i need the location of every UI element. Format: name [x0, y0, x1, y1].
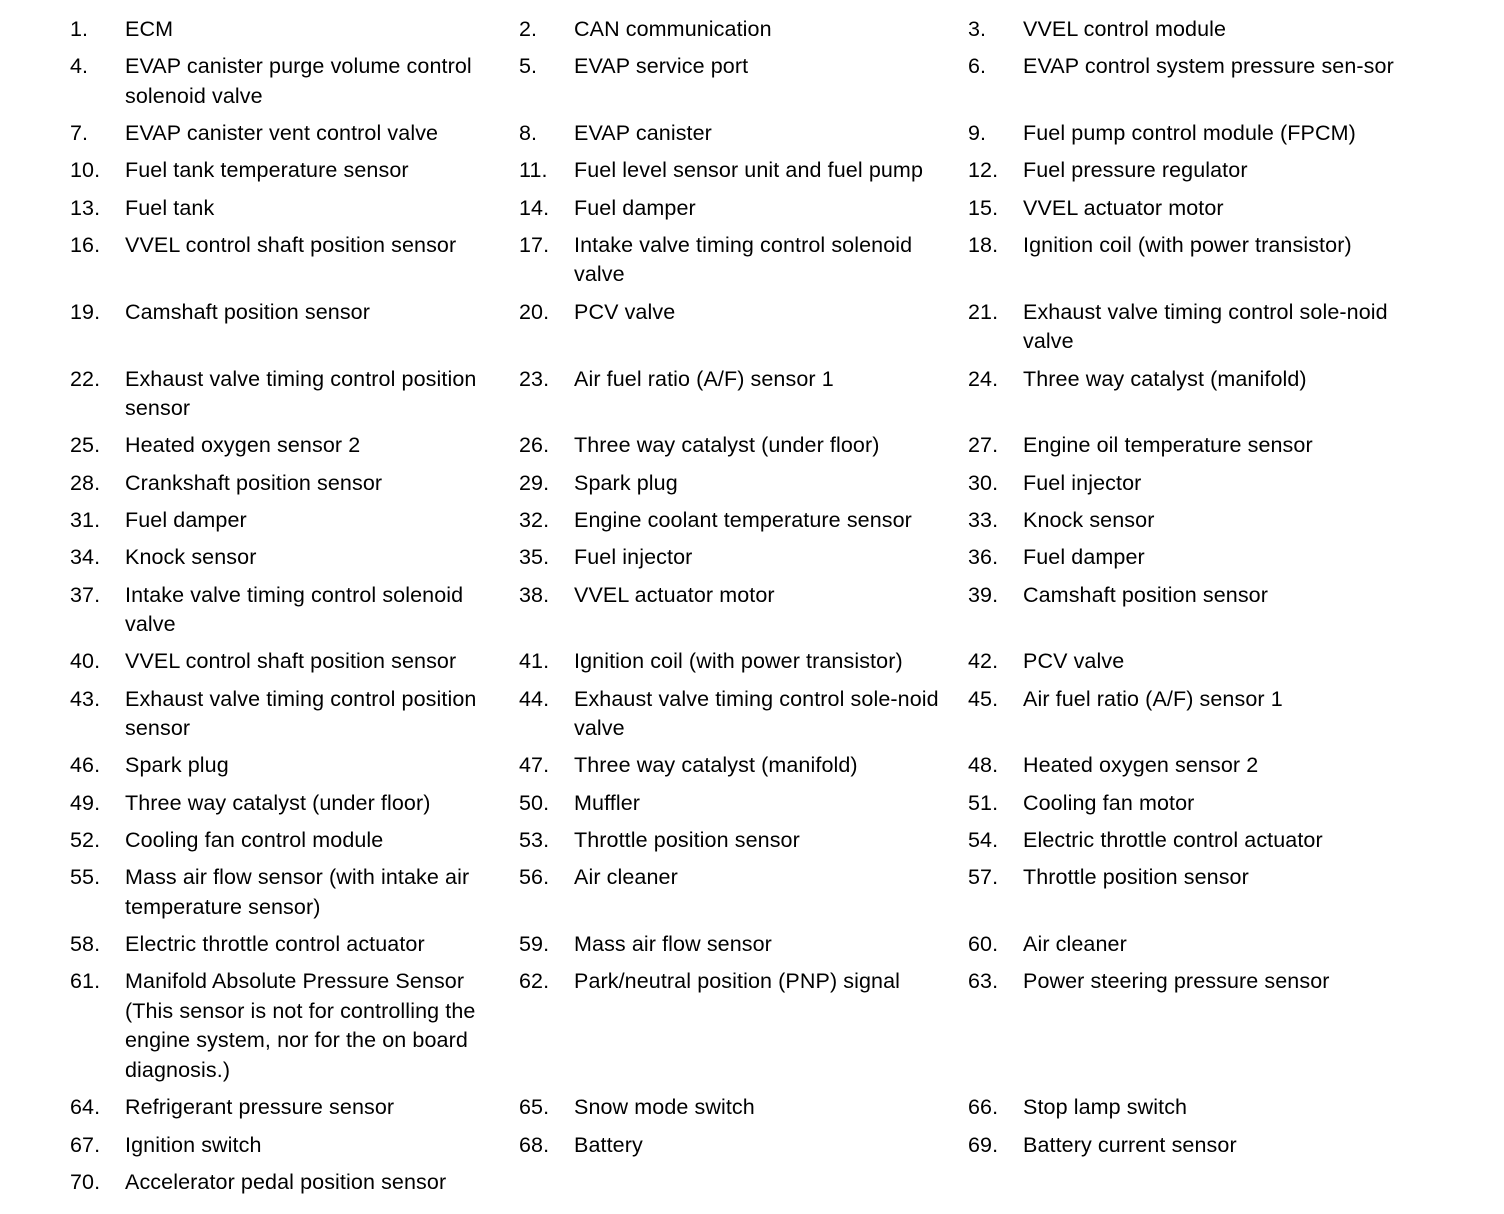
legend-item: [968, 930, 1410, 960]
legend-item-number: 45.: [968, 686, 999, 711]
legend-item-number: 67.: [70, 1132, 101, 1157]
legend-item-number: 61.: [70, 969, 101, 994]
legend-item-number: 44.: [519, 686, 550, 711]
legend-item-number: 2.: [519, 17, 538, 41]
legend-item-number: 9.: [968, 121, 987, 146]
legend-item-label: Fuel damper: [574, 195, 696, 220]
legend-item-label: Fuel pressure regulator: [1023, 158, 1248, 183]
legend-item: [968, 647, 1410, 677]
legend-item-number: 54.: [968, 828, 999, 853]
legend-item: [70, 543, 519, 573]
legend-item-label: Fuel damper: [125, 507, 247, 532]
legend-item-number: 17.: [519, 232, 550, 257]
legend-item: [70, 1093, 519, 1123]
legend-item-label: Crankshaft position sensor: [125, 470, 383, 495]
legend-item: [70, 1131, 519, 1161]
legend-item-label: Fuel tank temperature sensor: [125, 158, 409, 183]
legend-item: [70, 647, 519, 677]
legend-item-label: Engine coolant temperature sensor: [574, 507, 912, 532]
legend-item-label: Park/neutral position (PNP) signal: [574, 969, 901, 994]
legend-item: [70, 15, 519, 45]
legend-item-number: 28.: [70, 470, 101, 495]
legend-item-label: Cooling fan motor: [1023, 790, 1195, 815]
legend-item: [519, 15, 968, 45]
legend-item: [70, 365, 519, 424]
legend-item-label: Stop lamp switch: [1023, 1095, 1188, 1120]
legend-item-number: 62.: [519, 969, 550, 994]
legend-item-number: 51.: [968, 790, 999, 815]
legend-item-label: Ignition coil (with power transistor): [1023, 232, 1352, 257]
legend-item-label: Battery: [574, 1132, 643, 1157]
legend-item-number: 41.: [519, 649, 550, 674]
legend-item: [968, 365, 1410, 424]
legend-item-label: Air cleaner: [1023, 932, 1127, 957]
legend-item-label: Exhaust valve timing control position sensor: [125, 366, 477, 421]
legend-item-number: 7.: [70, 121, 89, 146]
legend-item: [519, 581, 968, 640]
legend-item: [70, 52, 519, 111]
legend-item-number: 3.: [968, 17, 987, 41]
legend-item-label: Intake valve timing control solenoid valve: [574, 232, 913, 287]
legend-item-number: 30.: [968, 470, 999, 495]
legend-item-number: 68.: [519, 1132, 550, 1157]
legend-item: [70, 930, 519, 960]
legend-item: [968, 156, 1410, 186]
legend-item-label: Refrigerant pressure sensor: [125, 1095, 395, 1120]
legend-item-label: Exhaust valve timing control position sensor: [125, 686, 477, 741]
legend-item-label: Power steering pressure sensor: [1023, 969, 1330, 994]
legend-item-number: 4.: [70, 54, 89, 79]
legend-item-number: 38.: [519, 582, 550, 607]
legend-item-label: Heated oxygen sensor 2: [1023, 753, 1259, 778]
legend-item: [70, 685, 519, 744]
legend-item-number: 18.: [968, 232, 999, 257]
legend-item-label: VVEL control shaft position sensor: [125, 649, 457, 674]
legend-item-label: Knock sensor: [1023, 507, 1155, 532]
legend-item: [519, 469, 968, 499]
legend-item: [968, 119, 1410, 149]
legend-item: [519, 119, 968, 149]
legend-item-label: Ignition switch: [125, 1132, 262, 1157]
legend-item: [519, 751, 968, 781]
legend-item: [70, 231, 519, 290]
legend-item-number: 37.: [70, 582, 101, 607]
legend-item-label: Cooling fan control module: [125, 828, 384, 853]
legend-item-label: Three way catalyst (under floor): [125, 790, 431, 815]
legend-item-label: Air fuel ratio (A/F) sensor 1: [574, 366, 834, 391]
legend-item-label: Fuel pump control module (FPCM): [1023, 121, 1356, 146]
legend-item-label: Fuel damper: [1023, 545, 1145, 570]
legend-item-number: 1.: [70, 17, 89, 41]
legend-item-number: 10.: [70, 158, 101, 183]
legend-item-number: 8.: [519, 121, 538, 146]
legend-item: [70, 156, 519, 186]
legend-item-label: EVAP canister purge volume control solenoid valve: [125, 54, 472, 108]
legend-item-number: 11.: [519, 158, 548, 183]
legend-item-number: 31.: [70, 507, 101, 532]
legend-item-label: EVAP canister vent control valve: [125, 121, 439, 146]
legend-item-number: 42.: [968, 649, 999, 674]
legend-item: [519, 543, 968, 573]
legend-item-number: 33.: [968, 507, 999, 532]
legend-item: [70, 1168, 519, 1198]
legend-item-number: 19.: [70, 299, 101, 324]
legend-item: [519, 52, 968, 111]
legend-item: [968, 685, 1410, 744]
legend-item-number: 14.: [519, 195, 550, 220]
legend-item-label: CAN communication: [574, 17, 772, 41]
legend-item: [70, 789, 519, 819]
legend-item-number: 36.: [968, 545, 999, 570]
legend-item-label: Mass air flow sensor (with intake air temperature sensor): [125, 865, 470, 919]
legend-item-label: Battery current sensor: [1023, 1132, 1237, 1157]
legend-item-number: 5.: [519, 54, 538, 79]
legend-item-number: 24.: [968, 366, 999, 391]
legend-item: [519, 506, 968, 536]
legend-item-label: Heated oxygen sensor 2: [125, 433, 361, 458]
legend-item-number: 16.: [70, 232, 101, 257]
legend-item-label: EVAP canister: [574, 121, 712, 146]
legend-item: [968, 15, 1410, 45]
legend-item: [70, 469, 519, 499]
legend-item-label: Three way catalyst (under floor): [574, 433, 880, 458]
legend-item-label: Electric throttle control actuator: [125, 932, 425, 957]
legend-item-label: VVEL control shaft position sensor: [125, 232, 457, 257]
legend-item-label: Air cleaner: [574, 865, 678, 890]
legend-item: [968, 826, 1410, 856]
legend-item-label: EVAP service port: [574, 54, 749, 79]
legend-item-label: EVAP control system pressure sen-sor: [1023, 54, 1394, 79]
legend-item-label: Manifold Absolute Pressure Sensor (This sensor is not for controlling the engine system, nor for the on board diagnosis.): [125, 969, 476, 1082]
legend-item-number: 46.: [70, 753, 101, 778]
legend-item-label: Throttle position sensor: [1023, 865, 1249, 890]
legend-item-number: 48.: [968, 753, 999, 778]
legend-item-number: 34.: [70, 545, 101, 570]
legend-item-label: Camshaft position sensor: [125, 299, 370, 324]
legend-item: [968, 543, 1410, 573]
legend-item: [968, 469, 1410, 499]
legend-item-number: 25.: [70, 433, 101, 458]
legend-item: [968, 863, 1410, 922]
legend-item-number: 57.: [968, 865, 999, 890]
legend-item-number: 49.: [70, 790, 101, 815]
legend-item: [70, 863, 519, 922]
legend-item-label: VVEL control module: [1023, 17, 1227, 41]
legend-item-label: Three way catalyst (manifold): [574, 753, 858, 778]
legend-item-label: ECM: [125, 17, 174, 41]
legend-item-number: 59.: [519, 932, 550, 957]
legend-item: [519, 863, 968, 922]
legend-item-number: 70.: [70, 1169, 101, 1194]
legend-item-number: 23.: [519, 366, 550, 391]
legend-item-number: 35.: [519, 545, 550, 570]
legend-item-label: Engine oil temperature sensor: [1023, 433, 1313, 458]
legend-item: [968, 52, 1410, 111]
legend-item-label: Exhaust valve timing control sole-noid valve: [1023, 299, 1388, 354]
legend-item-label: VVEL actuator motor: [1023, 195, 1224, 220]
legend-item: [968, 1131, 1410, 1161]
legend-item: [968, 298, 1410, 357]
legend-item-label: Fuel injector: [1023, 470, 1142, 495]
legend-item: [968, 1093, 1410, 1123]
legend-item: [968, 506, 1410, 536]
legend-item-number: 58.: [70, 932, 101, 957]
legend-item: [519, 1131, 968, 1161]
legend-item-label: Fuel tank: [125, 195, 215, 220]
legend-item-number: 6.: [968, 54, 987, 79]
legend-item: [519, 826, 968, 856]
legend-item: [968, 231, 1410, 290]
legend-item-label: Spark plug: [125, 753, 229, 778]
legend-item-number: 12.: [968, 158, 999, 183]
legend-item-number: 20.: [519, 299, 550, 324]
legend-item-number: 29.: [519, 470, 550, 495]
legend-item-number: 56.: [519, 865, 550, 890]
legend-item: [519, 1093, 968, 1123]
legend-item: [519, 647, 968, 677]
legend-item: [968, 751, 1410, 781]
legend-item-number: 55.: [70, 865, 101, 890]
legend-item: [968, 194, 1410, 224]
legend-item: [968, 431, 1410, 461]
legend-item-label: Fuel injector: [574, 545, 693, 570]
legend-item: [968, 581, 1410, 640]
legend-item-label: Mass air flow sensor: [574, 932, 772, 957]
legend-item: [519, 298, 968, 357]
legend-item-number: 66.: [968, 1095, 999, 1120]
legend-item-number: 43.: [70, 686, 101, 711]
component-legend: [70, 15, 1410, 1197]
legend-item-number: 53.: [519, 828, 550, 853]
legend-item: [968, 789, 1410, 819]
legend-item: [519, 231, 968, 290]
legend-item-number: 21.: [968, 299, 999, 324]
legend-item-number: 64.: [70, 1095, 101, 1120]
legend-item: [70, 119, 519, 149]
legend-item-label: PCV valve: [1023, 649, 1125, 674]
legend-item-number: 26.: [519, 433, 550, 458]
legend-item-number: 22.: [70, 366, 101, 391]
legend-item-number: 15.: [968, 195, 999, 220]
legend-item-label: Intake valve timing control solenoid valve: [125, 582, 464, 637]
legend-item-label: VVEL actuator motor: [574, 582, 775, 607]
legend-item: [519, 967, 968, 1085]
legend-item-label: Three way catalyst (manifold): [1023, 366, 1307, 391]
legend-item-label: Fuel level sensor unit and fuel pump: [574, 158, 923, 183]
legend-item: [70, 581, 519, 640]
legend-item: [70, 431, 519, 461]
legend-item: [968, 967, 1410, 1085]
legend-item: [70, 751, 519, 781]
legend-item: [70, 967, 519, 1085]
legend-item-number: 40.: [70, 649, 101, 674]
legend-item-number: 60.: [968, 932, 999, 957]
legend-item-label: Muffler: [574, 790, 641, 815]
legend-item-label: Knock sensor: [125, 545, 257, 570]
legend-item: [519, 685, 968, 744]
legend-item-number: 27.: [968, 433, 999, 458]
legend-item-number: 13.: [70, 195, 101, 220]
legend-item-label: PCV valve: [574, 299, 676, 324]
legend-item: [519, 365, 968, 424]
legend-item-number: 63.: [968, 969, 999, 994]
legend-item-label: Spark plug: [574, 470, 678, 495]
legend-item-number: 52.: [70, 828, 101, 853]
legend-item: [519, 789, 968, 819]
legend-item: [70, 194, 519, 224]
legend-item-label: Camshaft position sensor: [1023, 582, 1268, 607]
legend-item: [70, 298, 519, 357]
legend-item-label: Throttle position sensor: [574, 828, 800, 853]
legend-item-number: 39.: [968, 582, 999, 607]
legend-item-number: 32.: [519, 507, 550, 532]
legend-item: [70, 826, 519, 856]
legend-item-label: Exhaust valve timing control sole-noid valve: [574, 686, 939, 741]
legend-item: [519, 431, 968, 461]
legend-item: [519, 194, 968, 224]
legend-item-number: 69.: [968, 1132, 999, 1157]
legend-item-number: 65.: [519, 1095, 550, 1120]
legend-item-number: 50.: [519, 790, 550, 815]
legend-item-label: Ignition coil (with power transistor): [574, 649, 903, 674]
legend-item-label: Snow mode switch: [574, 1095, 755, 1120]
legend-item: [519, 930, 968, 960]
legend-item-label: Electric throttle control actuator: [1023, 828, 1323, 853]
legend-item: [70, 506, 519, 536]
legend-item-number: 47.: [519, 753, 550, 778]
legend-item-label: Accelerator pedal position sensor: [125, 1169, 447, 1194]
legend-item: [519, 156, 968, 186]
legend-item-label: Air fuel ratio (A/F) sensor 1: [1023, 686, 1283, 711]
